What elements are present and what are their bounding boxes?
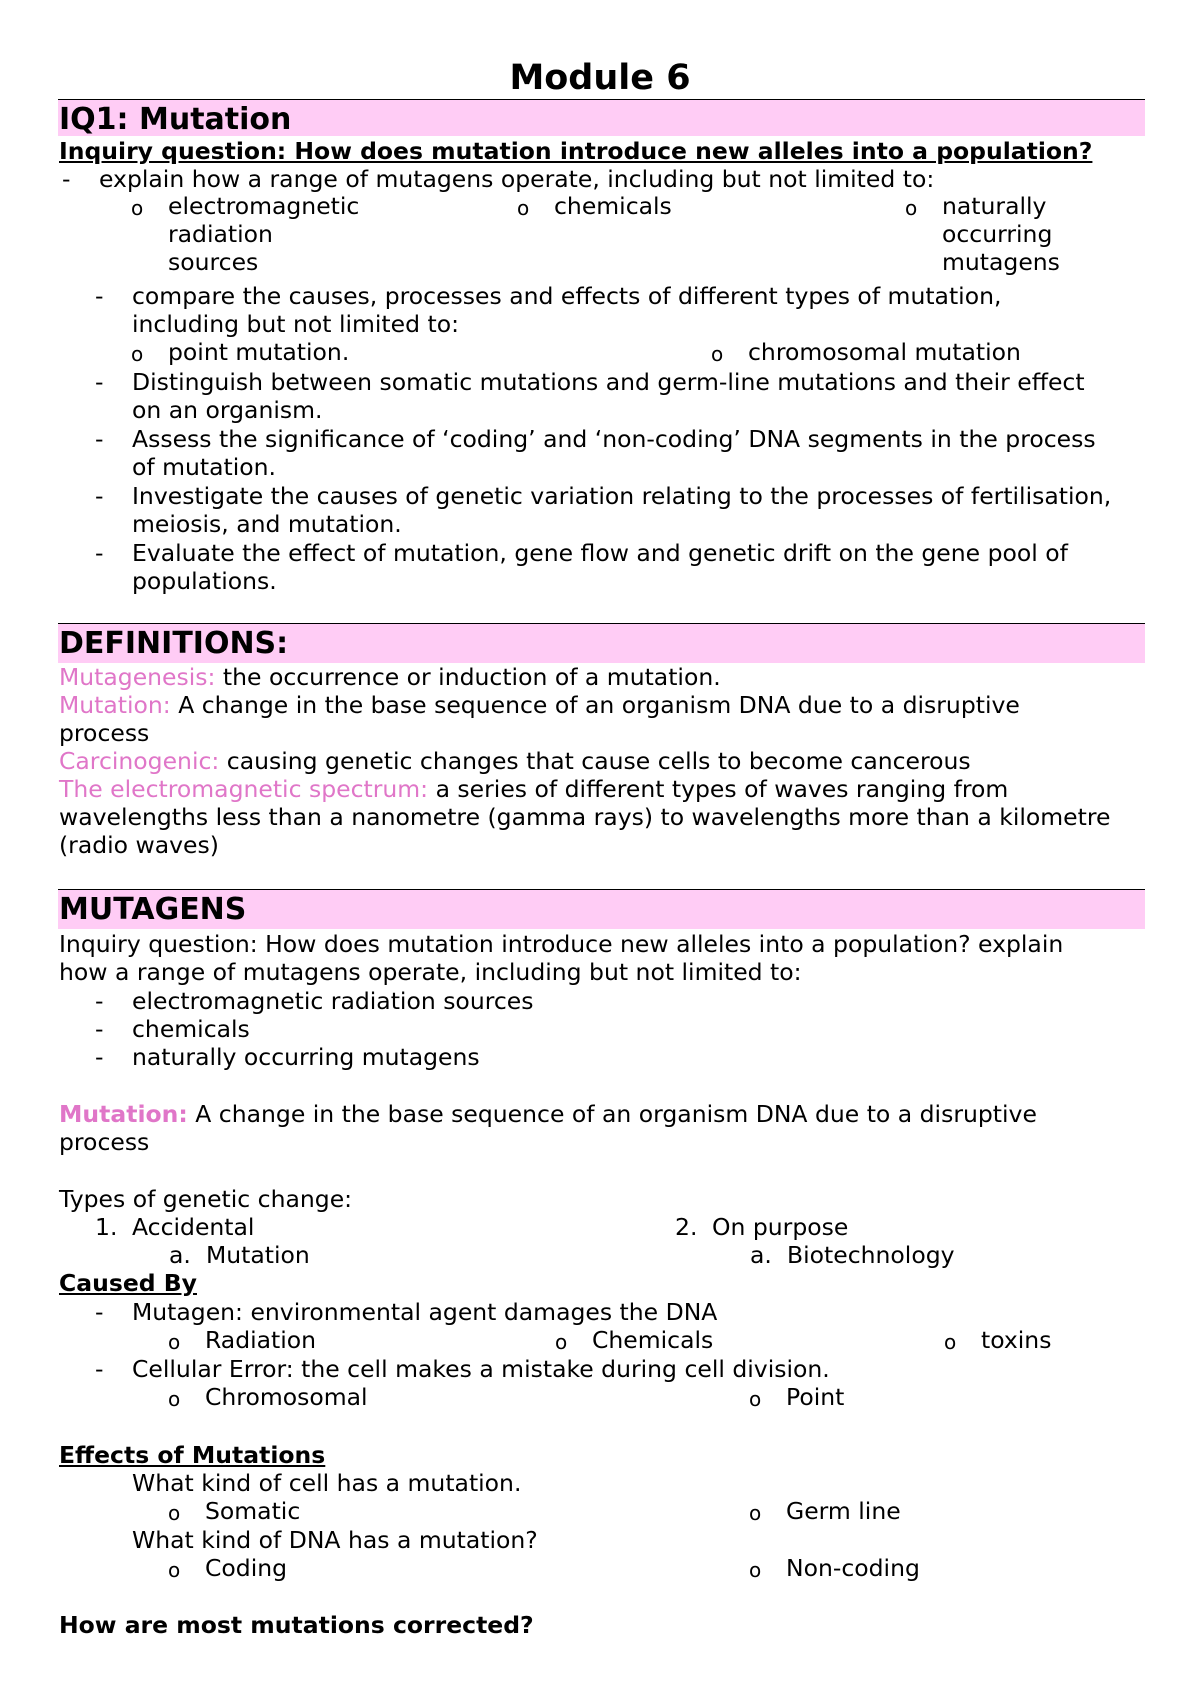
sub-item: Coding: [205, 1554, 288, 1582]
page-title: Module 6: [509, 58, 691, 98]
section-heading-iq1: [58, 99, 1145, 136]
list-item-cont: on an organism.: [132, 396, 323, 424]
bullet-circle: o: [168, 1558, 181, 1582]
bullet-circle: o: [517, 196, 530, 220]
list-item-cont: meiosis, and mutation.: [132, 510, 402, 538]
bullet-circle: o: [555, 1330, 568, 1354]
sub-item: chemicals: [554, 192, 672, 220]
list-letter: a.: [750, 1241, 772, 1269]
heading-text: MUTAGENS: [59, 892, 247, 927]
definition-cont: (radio waves): [59, 831, 219, 859]
list-item-cont: of mutation.: [132, 453, 277, 481]
bullet-dash: -: [62, 165, 71, 193]
sub-item: electromagnetic: [168, 192, 360, 220]
sub-item: mutagens: [942, 248, 1060, 276]
sub-item: Biotechnology: [787, 1241, 955, 1269]
bullet-circle: o: [749, 1501, 762, 1525]
section-heading-definitions: [58, 623, 1145, 663]
bullet-dash: -: [95, 539, 104, 567]
list-item: Assess the significance of ‘coding’ and ‘non-coding’ DNA segments in the process: [132, 425, 1096, 453]
section-heading-mutagens: [58, 889, 1145, 929]
sub-item: Point: [786, 1383, 845, 1411]
list-number: 1.: [95, 1213, 118, 1241]
sub-item: Germ line: [786, 1497, 901, 1525]
list-item: compare the causes, processes and effects of different types of mutation,: [132, 282, 1002, 310]
bullet-circle: o: [905, 196, 918, 220]
definition-text: A change in the base sequence of an organism DNA due to a disruptive: [187, 1100, 1037, 1128]
bullet-dash: -: [95, 282, 104, 310]
definition-term: Carcinogenic:: [59, 747, 220, 775]
bullet-dash: -: [95, 987, 104, 1015]
definition-text: A change in the base sequence of an organism DNA due to a disruptive: [170, 691, 1020, 719]
list-item: Cellular Error: the cell makes a mistake during cell division.: [132, 1355, 830, 1383]
heading-text: IQ1: Mutation: [59, 102, 292, 137]
bullet-dash: -: [95, 1015, 104, 1043]
list-item-cont: including but not limited to:: [132, 310, 459, 338]
definition-text: causing genetic changes that cause cells to become cancerous: [219, 747, 971, 775]
definition-em-spectrum: [59, 775, 1008, 804]
heading-text: DEFINITIONS:: [59, 626, 289, 661]
bullet-circle: o: [944, 1330, 957, 1354]
sub-item: Chromosomal: [205, 1383, 368, 1411]
definition-cont: wavelengths less than a nanometre (gamma rays) to wavelengths more than a kilometre: [59, 803, 1111, 831]
bullet-dash: -: [95, 482, 104, 510]
corrected-question: How are most mutations corrected?: [59, 1611, 534, 1639]
sub-item: sources: [168, 248, 259, 276]
bullet-circle: o: [168, 1501, 181, 1525]
sub-item: point mutation.: [168, 338, 350, 366]
bullet-dash: -: [95, 1043, 104, 1071]
bullet-circle: o: [749, 1558, 762, 1582]
definition-text: a series of different types of waves ranging from: [428, 775, 1009, 803]
definition-term: The electromagnetic spectrum:: [59, 775, 429, 803]
bullet-dash: -: [95, 1355, 104, 1383]
sub-item: occurring: [942, 220, 1053, 248]
definition-mutagenesis: [59, 663, 721, 692]
bullet-circle: o: [168, 1330, 181, 1354]
bullet-circle: o: [711, 342, 724, 366]
sub-item: Somatic: [205, 1497, 301, 1525]
definition-carcinogenic: [59, 747, 971, 776]
list-letter: a.: [169, 1241, 191, 1269]
bullet-circle: o: [168, 1387, 181, 1411]
sub-item: Chemicals: [592, 1326, 714, 1354]
definition-term: Mutation:: [59, 691, 171, 719]
inquiry-text: Inquiry question: How does mutation introduce new alleles into a population? explain: [59, 930, 1064, 958]
list-item: electromagnetic radiation sources: [132, 987, 534, 1015]
sub-item: toxins: [981, 1326, 1052, 1354]
bullet-dash: -: [95, 425, 104, 453]
question-text: What kind of DNA has a mutation?: [132, 1526, 538, 1554]
list-item: Evaluate the effect of mutation, gene flow and genetic drift on the gene pool of: [132, 539, 1068, 567]
list-number: 2.: [675, 1213, 698, 1241]
definition-term: Mutagenesis:: [59, 663, 216, 691]
sub-item: radiation: [168, 220, 273, 248]
list-item: Accidental: [132, 1213, 255, 1241]
sub-item: chromosomal mutation: [748, 338, 1021, 366]
question-text: What kind of cell has a mutation.: [132, 1469, 522, 1497]
bullet-dash: -: [95, 368, 104, 396]
list-item: chemicals: [132, 1015, 250, 1043]
sub-item: Non-coding: [786, 1554, 920, 1582]
list-item: Distinguish between somatic mutations and germ-line mutations and their effect: [132, 368, 1085, 396]
sub-item: naturally: [942, 192, 1047, 220]
sub-item: Radiation: [205, 1326, 317, 1354]
caused-by-heading: Caused By: [59, 1269, 197, 1297]
inquiry-question: Inquiry question: How does mutation introduce new alleles into a population?: [59, 137, 1093, 165]
inquiry-text: how a range of mutagens operate, including but not limited to:: [59, 958, 802, 986]
sub-item: Mutation: [206, 1241, 310, 1269]
definition-mutation: [59, 691, 1020, 720]
bullet-circle: o: [131, 342, 144, 366]
definition-cont: process: [59, 719, 150, 747]
list-item: naturally occurring mutagens: [132, 1043, 480, 1071]
definition-cont: process: [59, 1128, 150, 1156]
definition-term: Mutation:: [59, 1100, 188, 1128]
list-item: Mutagen: environmental agent damages the DNA: [132, 1298, 718, 1326]
bullet-dash: -: [95, 1298, 104, 1326]
list-item: Investigate the causes of genetic variation relating to the processes of fertilisation,: [132, 482, 1112, 510]
bullet-circle: o: [749, 1387, 762, 1411]
list-item: On purpose: [712, 1213, 849, 1241]
definition-text: the occurrence or induction of a mutation.: [215, 663, 721, 691]
list-item-cont: populations.: [132, 567, 277, 595]
list-item: explain how a range of mutagens operate, including but not limited to:: [99, 165, 935, 193]
mutation-definition: [59, 1100, 1037, 1129]
bullet-circle: o: [131, 196, 144, 220]
effects-heading: Effects of Mutations: [59, 1441, 326, 1469]
types-title: Types of genetic change:: [59, 1185, 353, 1213]
